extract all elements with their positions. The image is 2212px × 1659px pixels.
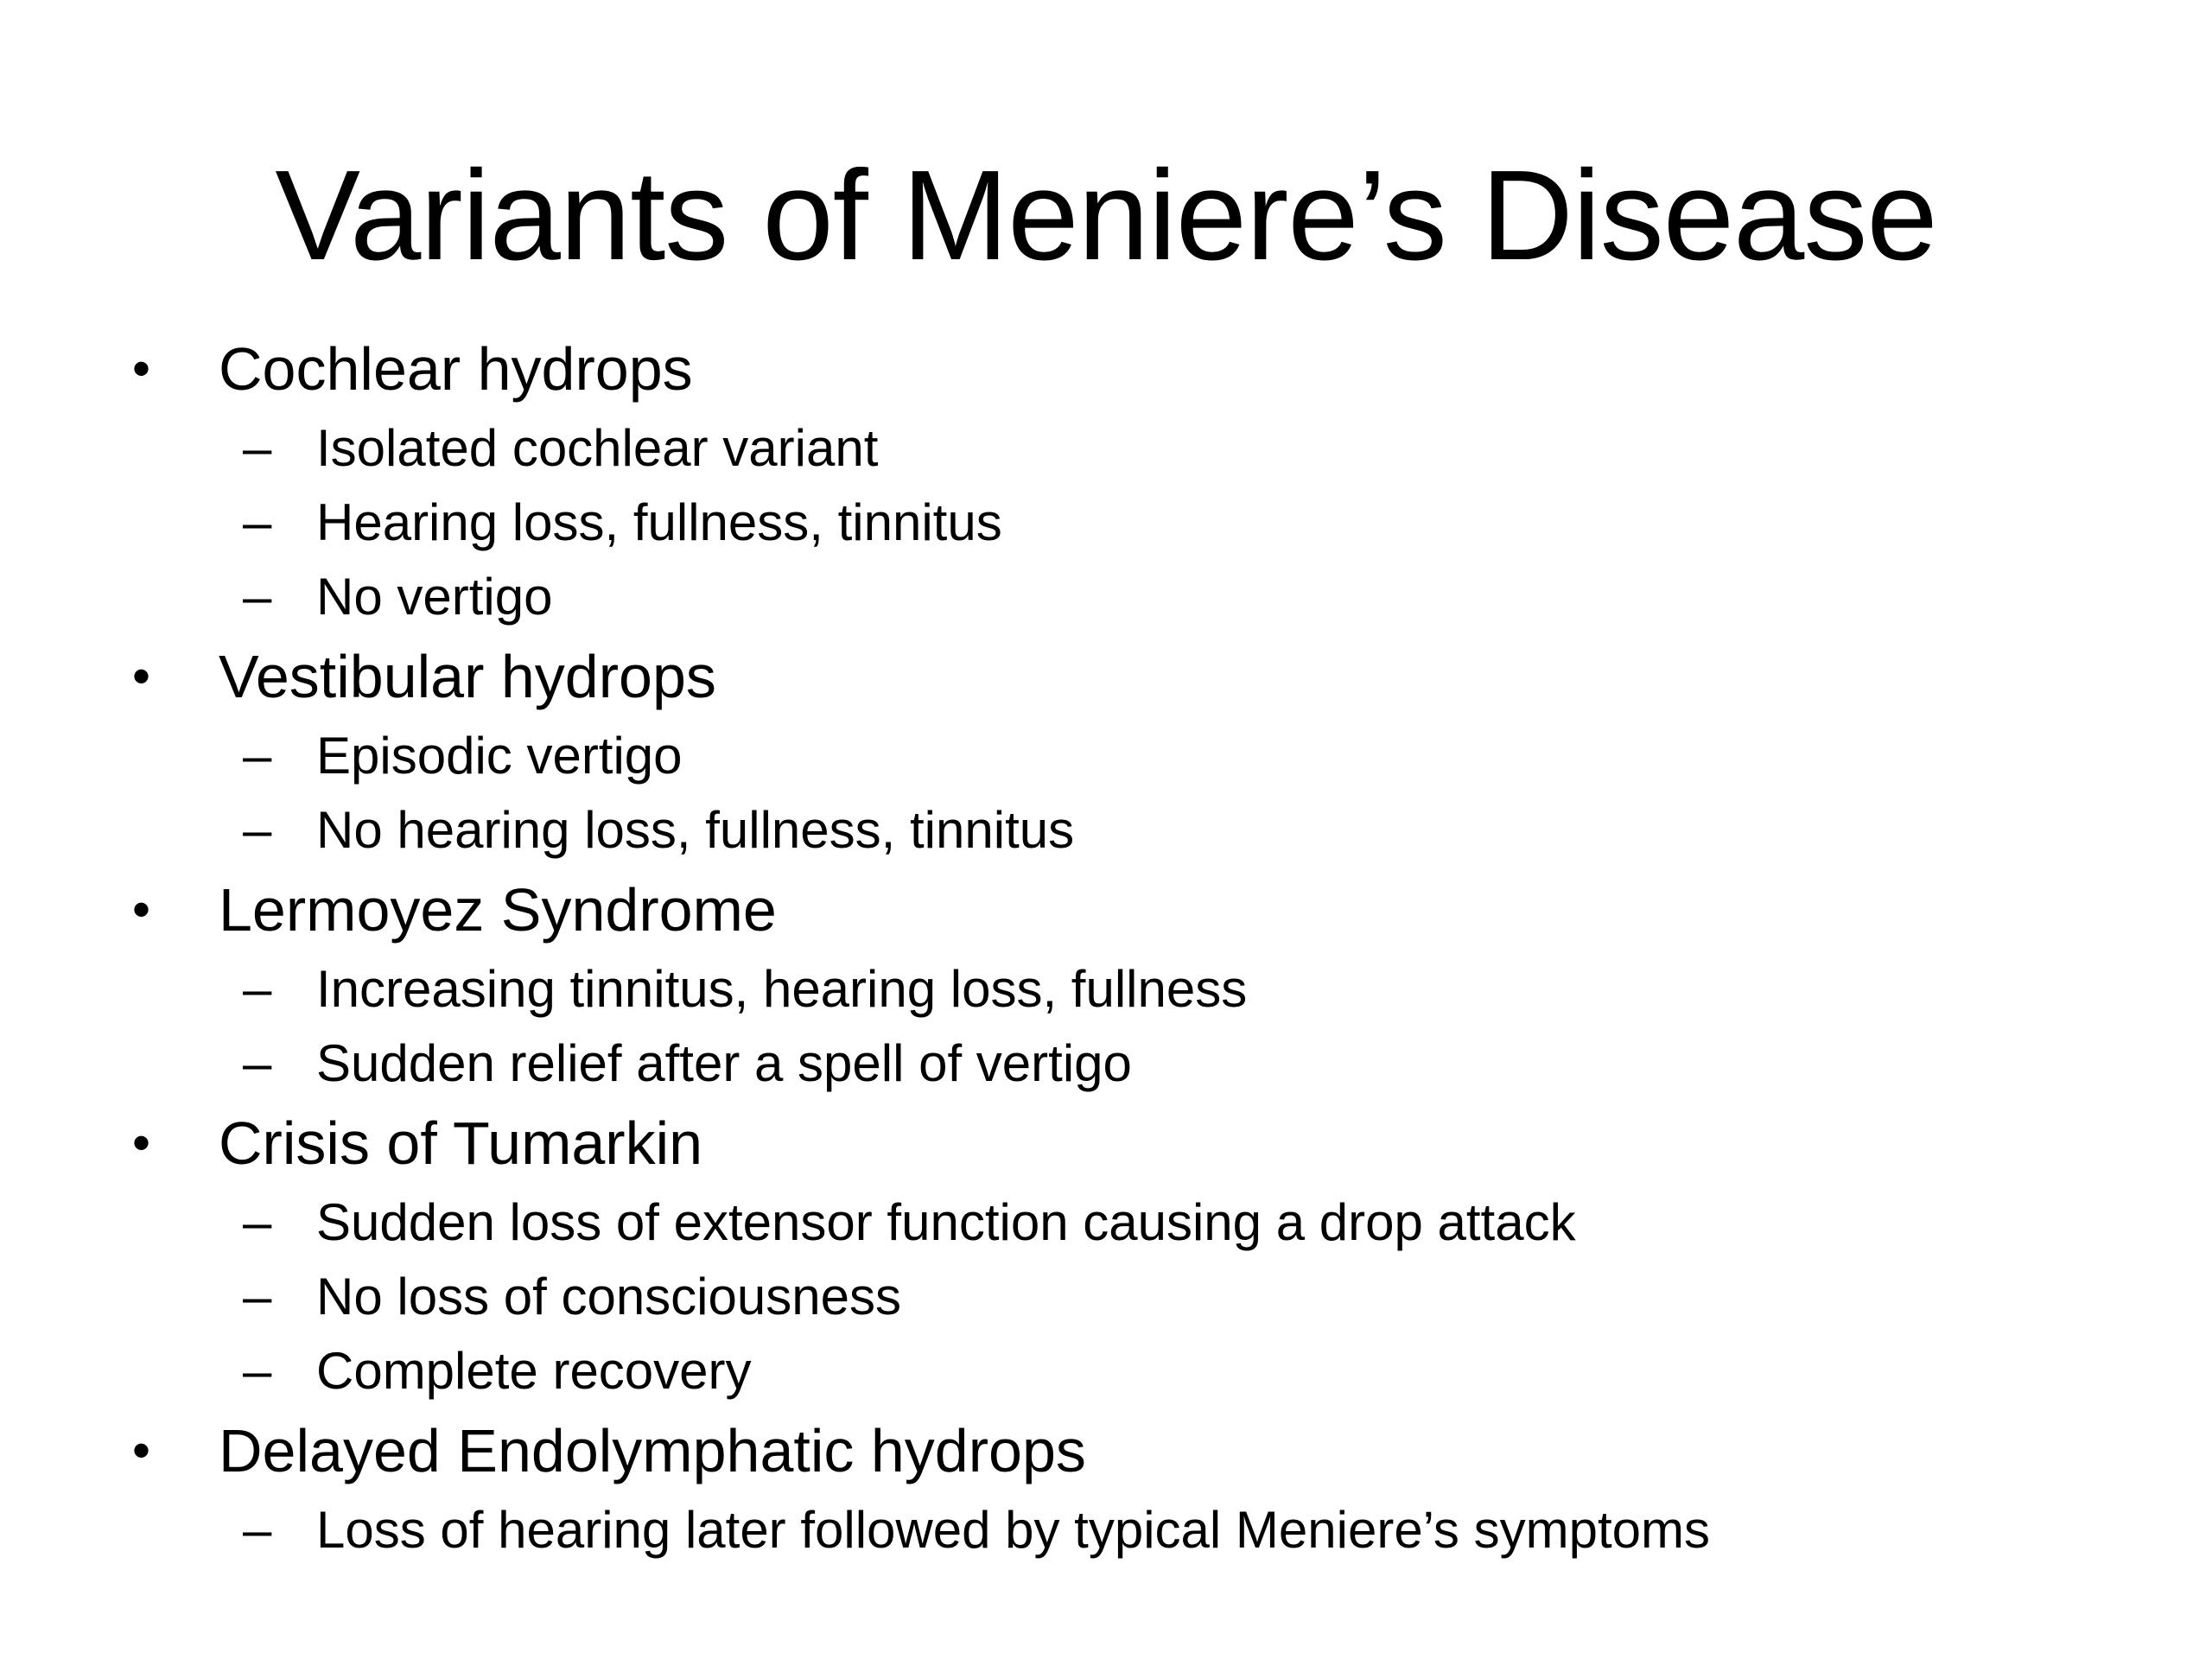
sub-bullet-label: Sudden relief after a spell of vertigo	[316, 1034, 1132, 1092]
sub-bullet-label: No loss of consciousness	[316, 1268, 901, 1325]
sub-bullet-item	[128, 560, 2115, 634]
sub-bullet-item	[128, 719, 2115, 793]
bullet-label: Vestibular hydrops	[219, 643, 716, 710]
bullet-item	[128, 1104, 2115, 1182]
dash-marker: –	[243, 1342, 272, 1400]
dash-marker: –	[243, 493, 272, 551]
sub-bullet-label: Hearing loss, fullness, tinnitus	[316, 493, 1002, 551]
sub-bullet-item	[128, 411, 2115, 486]
dash-marker: –	[243, 568, 272, 626]
bullet-item	[128, 1412, 2115, 1490]
sub-bullet-label: Increasing tinnitus, hearing loss, fullness	[316, 960, 1248, 1018]
bullet-label: Lermoyez Syndrome	[219, 876, 777, 944]
sub-bullet-item	[128, 1027, 2115, 1101]
sub-bullet-label: Complete recovery	[316, 1342, 752, 1400]
dash-marker: –	[243, 801, 272, 859]
bullet-label: Delayed Endolymphatic hydrops	[219, 1417, 1086, 1484]
dash-marker: –	[243, 1034, 272, 1092]
bullet-marker: •	[132, 1114, 151, 1172]
bullet-label: Crisis of Tumarkin	[219, 1109, 703, 1177]
dash-marker: –	[243, 1268, 272, 1325]
sub-bullet-item	[128, 793, 2115, 868]
sub-bullet-item	[128, 1493, 2115, 1567]
slide-title: Variants of Meniere’s Disease	[275, 144, 1937, 287]
bullet-marker: •	[132, 340, 151, 397]
dash-marker: –	[243, 960, 272, 1018]
sub-bullet-label: Loss of hearing later followed by typical Meniere’s symptoms	[316, 1501, 1710, 1559]
dash-marker: –	[243, 419, 272, 477]
sub-bullet-item	[128, 1334, 2115, 1408]
bullet-marker: •	[132, 1421, 151, 1479]
bullet-marker: •	[132, 880, 151, 938]
sub-bullet-item	[128, 486, 2115, 560]
sub-bullet-label: Sudden loss of extensor function causing a drop attack	[316, 1193, 1576, 1251]
dash-marker: –	[243, 1501, 272, 1559]
bullet-list	[128, 330, 2115, 1567]
bullet-marker: •	[132, 647, 151, 705]
bullet-label: Cochlear hydrops	[219, 335, 693, 403]
bullet-item	[128, 638, 2115, 715]
dash-marker: –	[243, 1193, 272, 1251]
sub-bullet-label: No vertigo	[316, 568, 553, 626]
bullet-item	[128, 871, 2115, 949]
bullet-item	[128, 330, 2115, 408]
dash-marker: –	[243, 727, 272, 785]
sub-bullet-item	[128, 1185, 2115, 1260]
sub-bullet-label: Isolated cochlear variant	[316, 419, 879, 477]
sub-bullet-item	[128, 1260, 2115, 1334]
sub-bullet-item	[128, 952, 2115, 1027]
sub-bullet-label: No hearing loss, fullness, tinnitus	[316, 801, 1075, 859]
sub-bullet-label: Episodic vertigo	[316, 727, 683, 785]
